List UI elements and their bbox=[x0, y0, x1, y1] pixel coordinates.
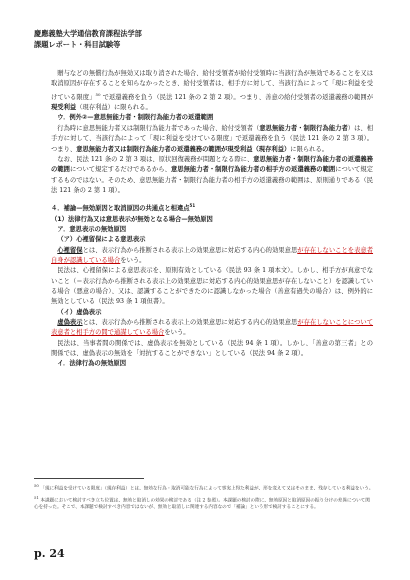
header-school: 慶應義塾大学通信教育課程法学部 bbox=[34, 29, 142, 38]
section-heading: ４．補論—無効原因と取消原因の共通点と相違点$^{51}$ bbox=[51, 203, 196, 213]
footnotes bbox=[34, 482, 374, 513]
paragraph: 贈与などの無償行為が無効又は取り消された場合、給付受領者が給付受領時に当該行為が無効であることを又は取消原因が存在することを知らなかったとき、給付受領者は、相手方に対して、当該行為によって「現に利益を受けている限度」$^{50}$ で返還義務を負う（民法 121 条の 2 第 2 項）。つまり、善意の給付受領者の返還義務の範囲が現受利益（現存利益）に限られる。 bbox=[51, 70, 373, 112]
subheading: ウ．例外②—意思無能力者・制限行為能力者の返還範囲 bbox=[57, 114, 214, 122]
footnote-ref[interactable]: 51 bbox=[189, 203, 196, 209]
document-body bbox=[51, 69, 373, 370]
subheading: （ア）心裡留保による意思表示 bbox=[57, 236, 146, 244]
header-subtitle: 課題レポート・科目試験等 bbox=[34, 39, 121, 49]
footnote: $^{50}$ 「現に利益を受けている限度」（現存利益）とは、無効な行為・取消可能な行為によって事実上得た利益が、形を変えて又はそのまま、残存している利益をいう。 bbox=[34, 483, 374, 492]
paragraph: 虚偽表示とは、表示行為から推断される表示上の効果意思に対応する内心的効果意思が存在しないことについて表意者と相手方の間で通謀している場合をいう。 bbox=[51, 319, 374, 337]
paragraph: 民法は、心裡留保による意思表示を、原則有効としている（民法 93 条 1 項本文）。しかし、相手方が真意でないこと（＝表示行為から推断される表示上の効果意思に対応する内心的効果意思が存在しないこと）を認識している場合（悪意の場合）、又は、認識することができたのに認識しなかった場合（善意有過失の場合）は、例外的に無効としている（民法 93 条 1 項但書）。 bbox=[51, 267, 373, 306]
subheading: （1）法律行為又は意思表示が無効となる場合—無効原因 bbox=[51, 215, 213, 223]
paragraph: 行為時に意思無能力者又は制限行為能力者であった場合、給付受領者（意思無能力者・制限行為能力者）は、相手方に対して、当該行為によって「現に利益を受けている限度」で返還義務を負う（民法 121 条の 2 第 3 項）。つまり、意思無能力者又は制限行為能力者の返還義務の範囲が現受利益（現存利益）に限られる。 bbox=[51, 124, 374, 153]
bold-term: 現受利益 bbox=[51, 104, 77, 112]
paragraph: なお、民法 121 条の 2 第 3 項は、原状回復義務が問題となる際に、意思無能力者・制限行為能力者の返還義務の範囲について規定するだけであるから、意思無能力者・制限行為能力者の相手方の返還義務の範囲について規定するものではない。そのため、意思無能力者・制限行為能力者の相手方の返還義務の範囲は、原則通りである（民法 121 条の 2 第 1 項）。 bbox=[51, 155, 374, 194]
footnote-ref[interactable]: 50 bbox=[95, 91, 101, 97]
paragraph: 民法は、当事者間の関係では、虚偽表示を無効としている（民法 94 条 1 項）。しかし、「善意の第三者」との関係では、虚偽表示の無効を「対抗することができない」としている（民法 94 条 2 項）。 bbox=[51, 339, 373, 358]
subheading: ア．意思表示の無効原因 bbox=[57, 226, 127, 233]
document-header bbox=[34, 29, 142, 50]
footnote-divider bbox=[34, 478, 144, 479]
footnote: $^{51}$ 本課題において検討すべき立ち位置は、無効と取消しの効果の検討である（注 2 参照）。本課題の検討の際に、無効原因と取消原因の振り分けの差異について関心を持った。そこで、本課題で検討すべき内容ではないが、無効と取消しに関連する内容なので「補論」という形で検討することにする。 bbox=[34, 494, 370, 511]
paragraph: 心裡留保とは、表示行為から推断される表示上の効果意思に対応する内心的効果意思が存在しないことを表意者自身が認識している場合をいう。 bbox=[51, 246, 374, 265]
subheading: （イ）虚偽表示 bbox=[57, 308, 102, 316]
page-number: p. 24 bbox=[34, 547, 65, 560]
subheading: イ．法律行為の無効原因 bbox=[57, 360, 126, 368]
